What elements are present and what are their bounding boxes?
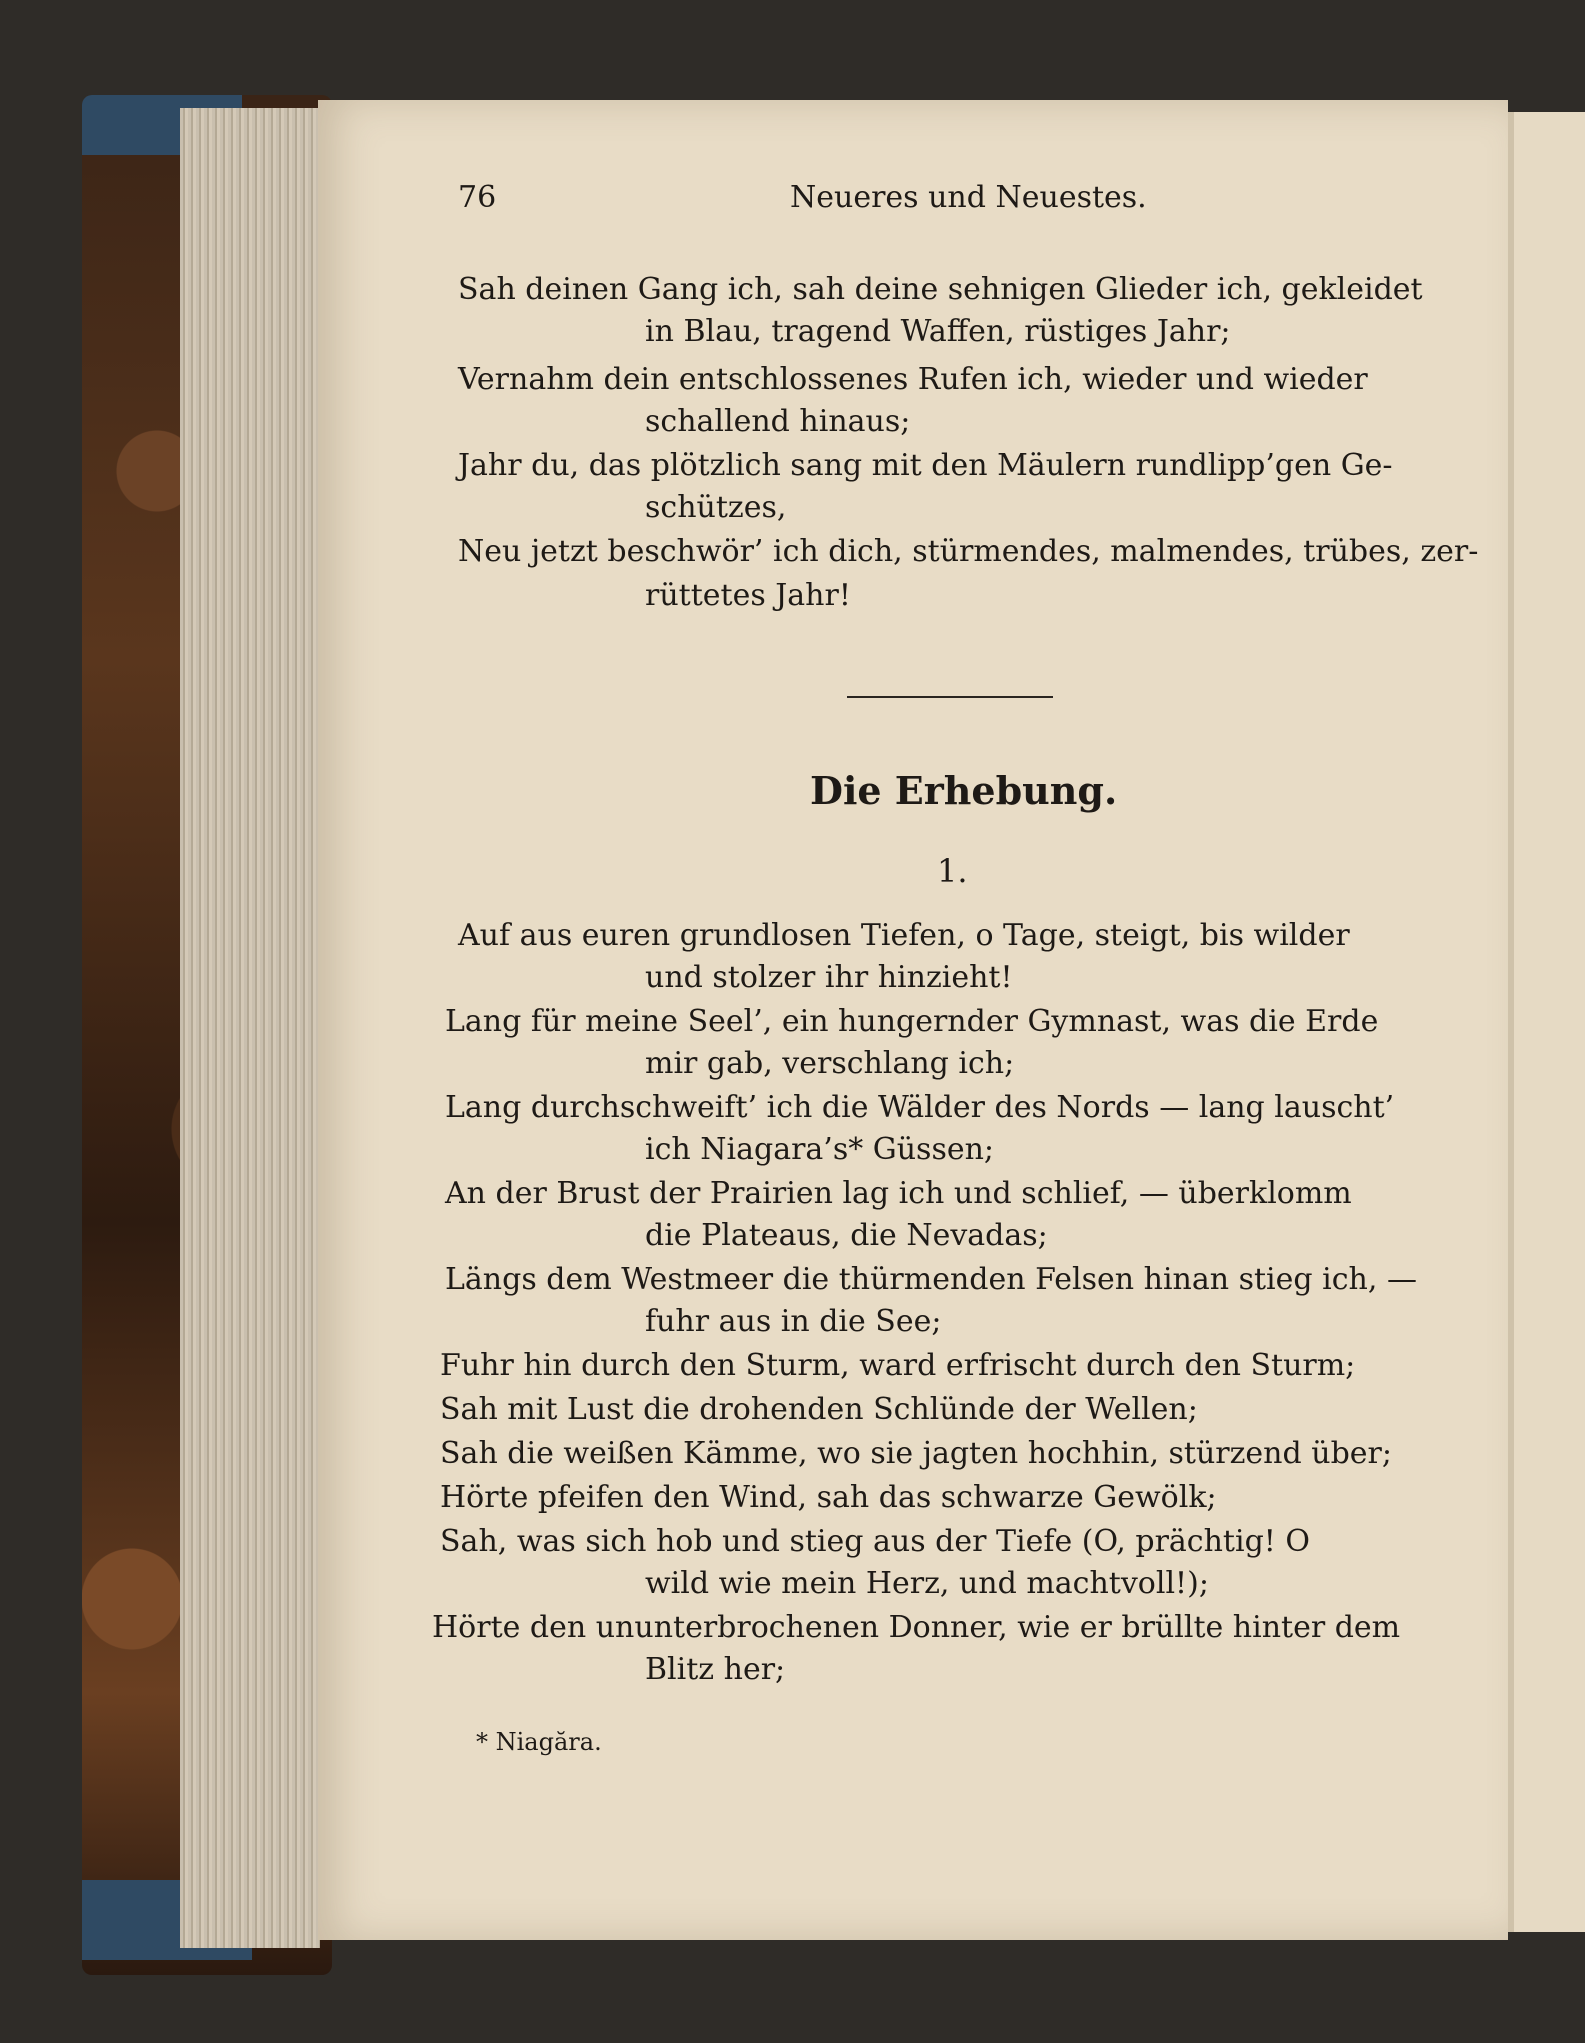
poem-line: ich Niagara’s* Güssen; [645,1132,995,1167]
poem-line: Lang für meine Seel’, ein hungernder Gymnast, was die Erde [445,1004,1379,1039]
poem-line: fuhr aus in die See; [645,1304,942,1339]
stanza-line: Sah deinen Gang ich, sah deine sehnigen Glieder ich, gekleidet [458,272,1423,307]
page-number: 76 [458,180,497,215]
stanza-line: schützes, [645,490,787,525]
poem-line: Längs dem Westmeer die thürmenden Felsen hinan stieg ich, — [445,1262,1417,1297]
poem-line: Sah mit Lust die drohenden Schlünde der Wellen; [440,1392,1198,1427]
poem-line: Sah die weißen Kämme, wo sie jagten hochhin, stürzend über; [440,1436,1392,1471]
poem-line: Hörte pfeifen den Wind, sah das schwarze Gewölk; [440,1480,1217,1515]
stanza-line: in Blau, tragend Waffen, rüstiges Jahr; [645,314,1231,349]
page-edges [180,108,320,1948]
poem-line: Auf aus euren grundlosen Tiefen, o Tage, steigt, bis wilder [458,918,1350,953]
facing-page-edge [1508,112,1585,1932]
section-number: 1. [937,852,968,890]
poem-line: Lang durchschweift’ ich die Wälder des Nords — lang lauscht’ [445,1090,1395,1125]
stanza-line: Jahr du, das plötzlich sang mit den Mäulern rundlipp’gen Ge- [458,448,1393,483]
poem-line: die Plateaus, die Nevadas; [645,1218,1048,1253]
stanza-line: Vernahm dein entschlossenes Rufen ich, wieder und wieder [458,362,1368,397]
poem-title: Die Erhebung. [810,768,1118,813]
poem-line: Hörte den ununterbrochenen Donner, wie er brüllte hinter dem [432,1610,1401,1645]
stanza-line: Neu jetzt beschwör’ ich dich, stürmendes, malmendes, trübes, zer- [458,534,1479,569]
stanza-line: rüttetes Jahr! [645,578,851,613]
poem-line: und stolzer ihr hinzieht! [645,960,1013,995]
poem-line: Sah, was sich hob und stieg aus der Tiefe (O, prächtig! O [440,1524,1310,1559]
poem-line: Blitz her; [645,1652,786,1687]
section-divider [847,696,1053,698]
poem-line: mir gab, verschlang ich; [645,1046,1015,1081]
stanza-line: schallend hinaus; [645,404,911,439]
poem-line: An der Brust der Prairien lag ich und schlief, — überklomm [445,1176,1352,1211]
poem-line: wild wie mein Herz, und machtvoll!); [645,1566,1209,1601]
footnote: * Niagăra. [476,1728,602,1756]
running-head: Neueres und Neuestes. [790,180,1147,215]
poem-line: Fuhr hin durch den Sturm, ward erfrischt durch den Sturm; [440,1348,1356,1383]
